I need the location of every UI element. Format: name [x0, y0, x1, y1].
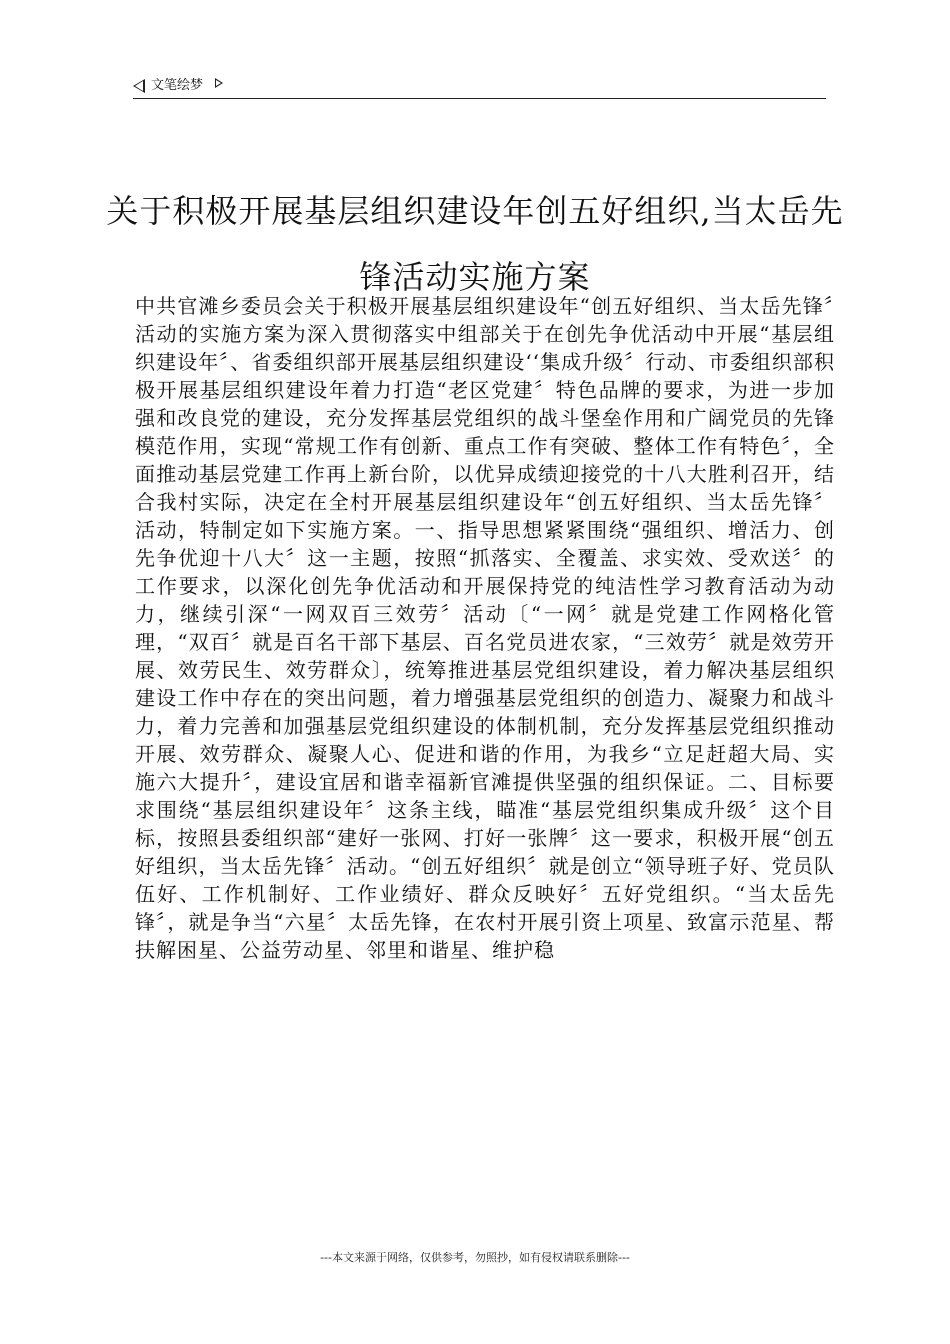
triangle-left-icon: [133, 79, 145, 93]
document-body: 中共官滩乡委员会关于积极开展基层组织建设年“创五好组织、当太岳先锋〞活动的实施方案为深入贯彻落实中组部关于在创先争优活动中开展“基层组织建设年〞、省委组织部开展基层组织建设‘‘集成升级〞行动、市委组织部积极开展基层组织建设年着力打造“老区党建〞特色品牌的要求，为进一步加强和改良党的建设，充分发挥基层党组织的战斗堡垒作用和广阔党员的先锋模范作用，实现“常规工作有创新、重点工作有突破、整体工作有特色〞，全面推动基层党建工作再上新台阶，以优异成绩迎接党的十八大胜利召开，结合我村实际，决定在全村开展基层组织建设年“创五好组织、当太岳先锋〞活动，特制定如下实施方案。一、指导思想紧紧围绕“强组织、增活力、创先争优迎十八大〞这一主题，按照“抓落实、全覆盖、求实效、受欢送〞的工作要求，以深化创先争优活动和开展保持党的纯洁性学习教育活动为动力，继续引深“一网双百三效劳〞活动〔“一网〞就是党建工作网格化管理，“双百〞就是百名干部下基层、百名党员进农家，“三效劳〞就是效劳开展、效劳民生、效劳群众〕，统筹推进基层党组织建设，着力解决基层组织建设工作中存在的突出问题，着力增强基层党组织的创造力、凝聚力和战斗力，着力完善和加强基层党组织建设的体制机制，充分发挥基层党组织推动开展、效劳群众、凝聚人心、促进和谐的作用，为我乡“立足赶超大局、实施六大提升〞，建设宜居和谐幸福新官滩提供坚强的组织保证。二、目标要求围绕“基层组织建设年〞这条主线，瞄准“基层党组织集成升级〞这个目标，按照县委组织部“建好一张网、打好一张牌〞这一要求，积极开展“创五好组织，当太岳先锋〞活动。“创五好组织〞就是创立“领导班子好、党员队伍好、工作机制好、工作业绩好、群众反映好〞五好党组织。“当太岳先锋〞，就是争当“六星〞太岳先锋，在农村开展引资上项星、致富示范星、帮扶解困星、公益劳动星、邻里和谐星、维护稳: [135, 294, 835, 962]
page-footer: ---本文来源于网络，仅供参考，勿照抄，如有侵权请联系删除---: [320, 1251, 630, 1264]
document-title: 关于积极开展基层组织建设年创五好组织,当太岳先锋活动实施方案: [106, 192, 844, 296]
header-brand: 文笔绘梦: [151, 78, 204, 93]
triangle-right-icon: [215, 78, 223, 88]
page-header: [133, 74, 826, 99]
